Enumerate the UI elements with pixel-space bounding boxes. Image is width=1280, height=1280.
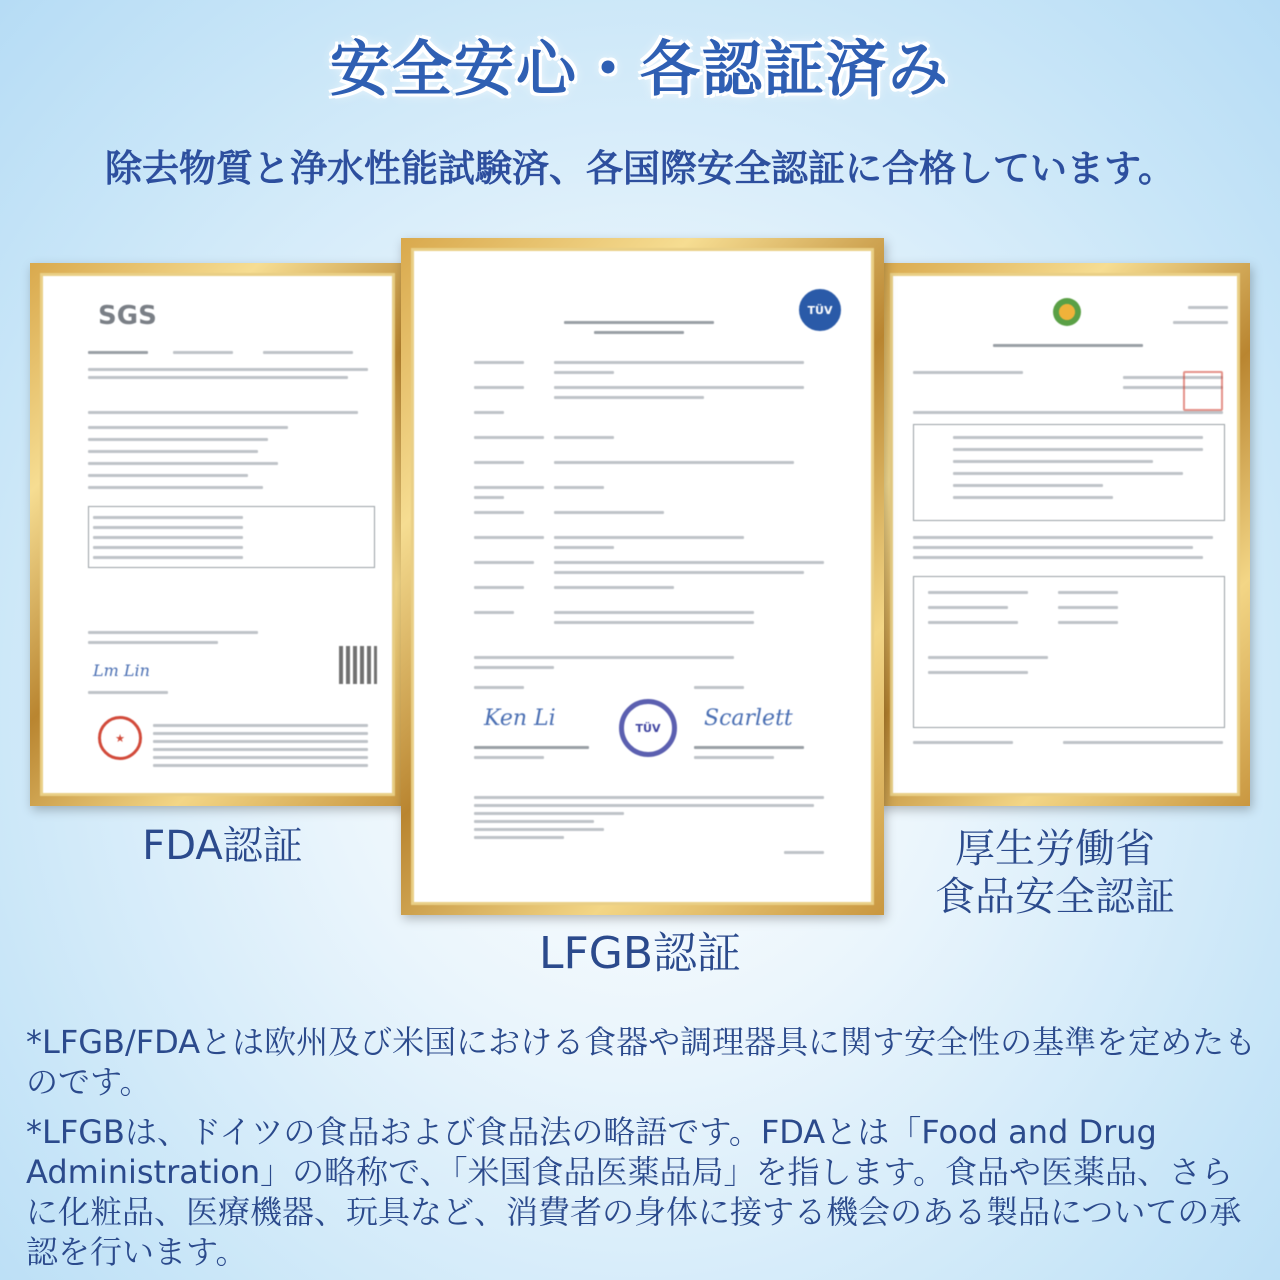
caption-fda: FDA認証 (142, 823, 303, 869)
certificate-document-fda (40, 273, 395, 796)
caption-mhlw-line2: 食品安全認証 (935, 874, 1175, 920)
tuv-logo-icon: TÜV (799, 289, 841, 331)
sgs-logo-icon: SGS (98, 301, 157, 331)
caption-mhlw-line1: 厚生労働省 (955, 826, 1155, 872)
mosl-logo-icon (1053, 298, 1081, 326)
page-title: 安全安心・各認証済み (330, 35, 950, 105)
certificate-frame-mhlw (880, 263, 1250, 806)
tuv-seal-icon: TÜV (619, 699, 677, 757)
certificate-frame-fda (30, 263, 405, 806)
caption-lfgb: LFGB認証 (538, 928, 742, 979)
caption-mhlw (905, 825, 1205, 921)
note-definitions: *LFGBは、ドイツの食品および食品法の略語です。FDAとは「Food and Drug Administration」の略称で、「米国食品医薬品局」を指します。食品や医薬品、さらに化粧品、医療機器、玩具など、消費者の身体に接する機会のある製品についての承認を行います。 (26, 1113, 1242, 1271)
certificate-document-lfgb (411, 248, 874, 905)
page-subtitle: 除去物質と浄水性能試験済、各国際安全認証に合格しています。 (104, 147, 1176, 190)
certificate-document-mhlw (890, 273, 1240, 796)
signature: Lm Lin (93, 661, 150, 680)
signature-left: Ken Li (484, 706, 556, 731)
note-lfgb-fda: *LFGB/FDAとは欧州及び米国における食器や調理器具に関す安全性の基準を定めたものです。 (26, 1023, 1257, 1101)
red-stamp-icon: ★ (98, 716, 142, 760)
certificate-frame-lfgb (401, 238, 884, 915)
red-stamp-icon (1183, 371, 1223, 411)
qr-code-icon (339, 646, 377, 684)
signature-right: Scarlett (704, 706, 793, 731)
